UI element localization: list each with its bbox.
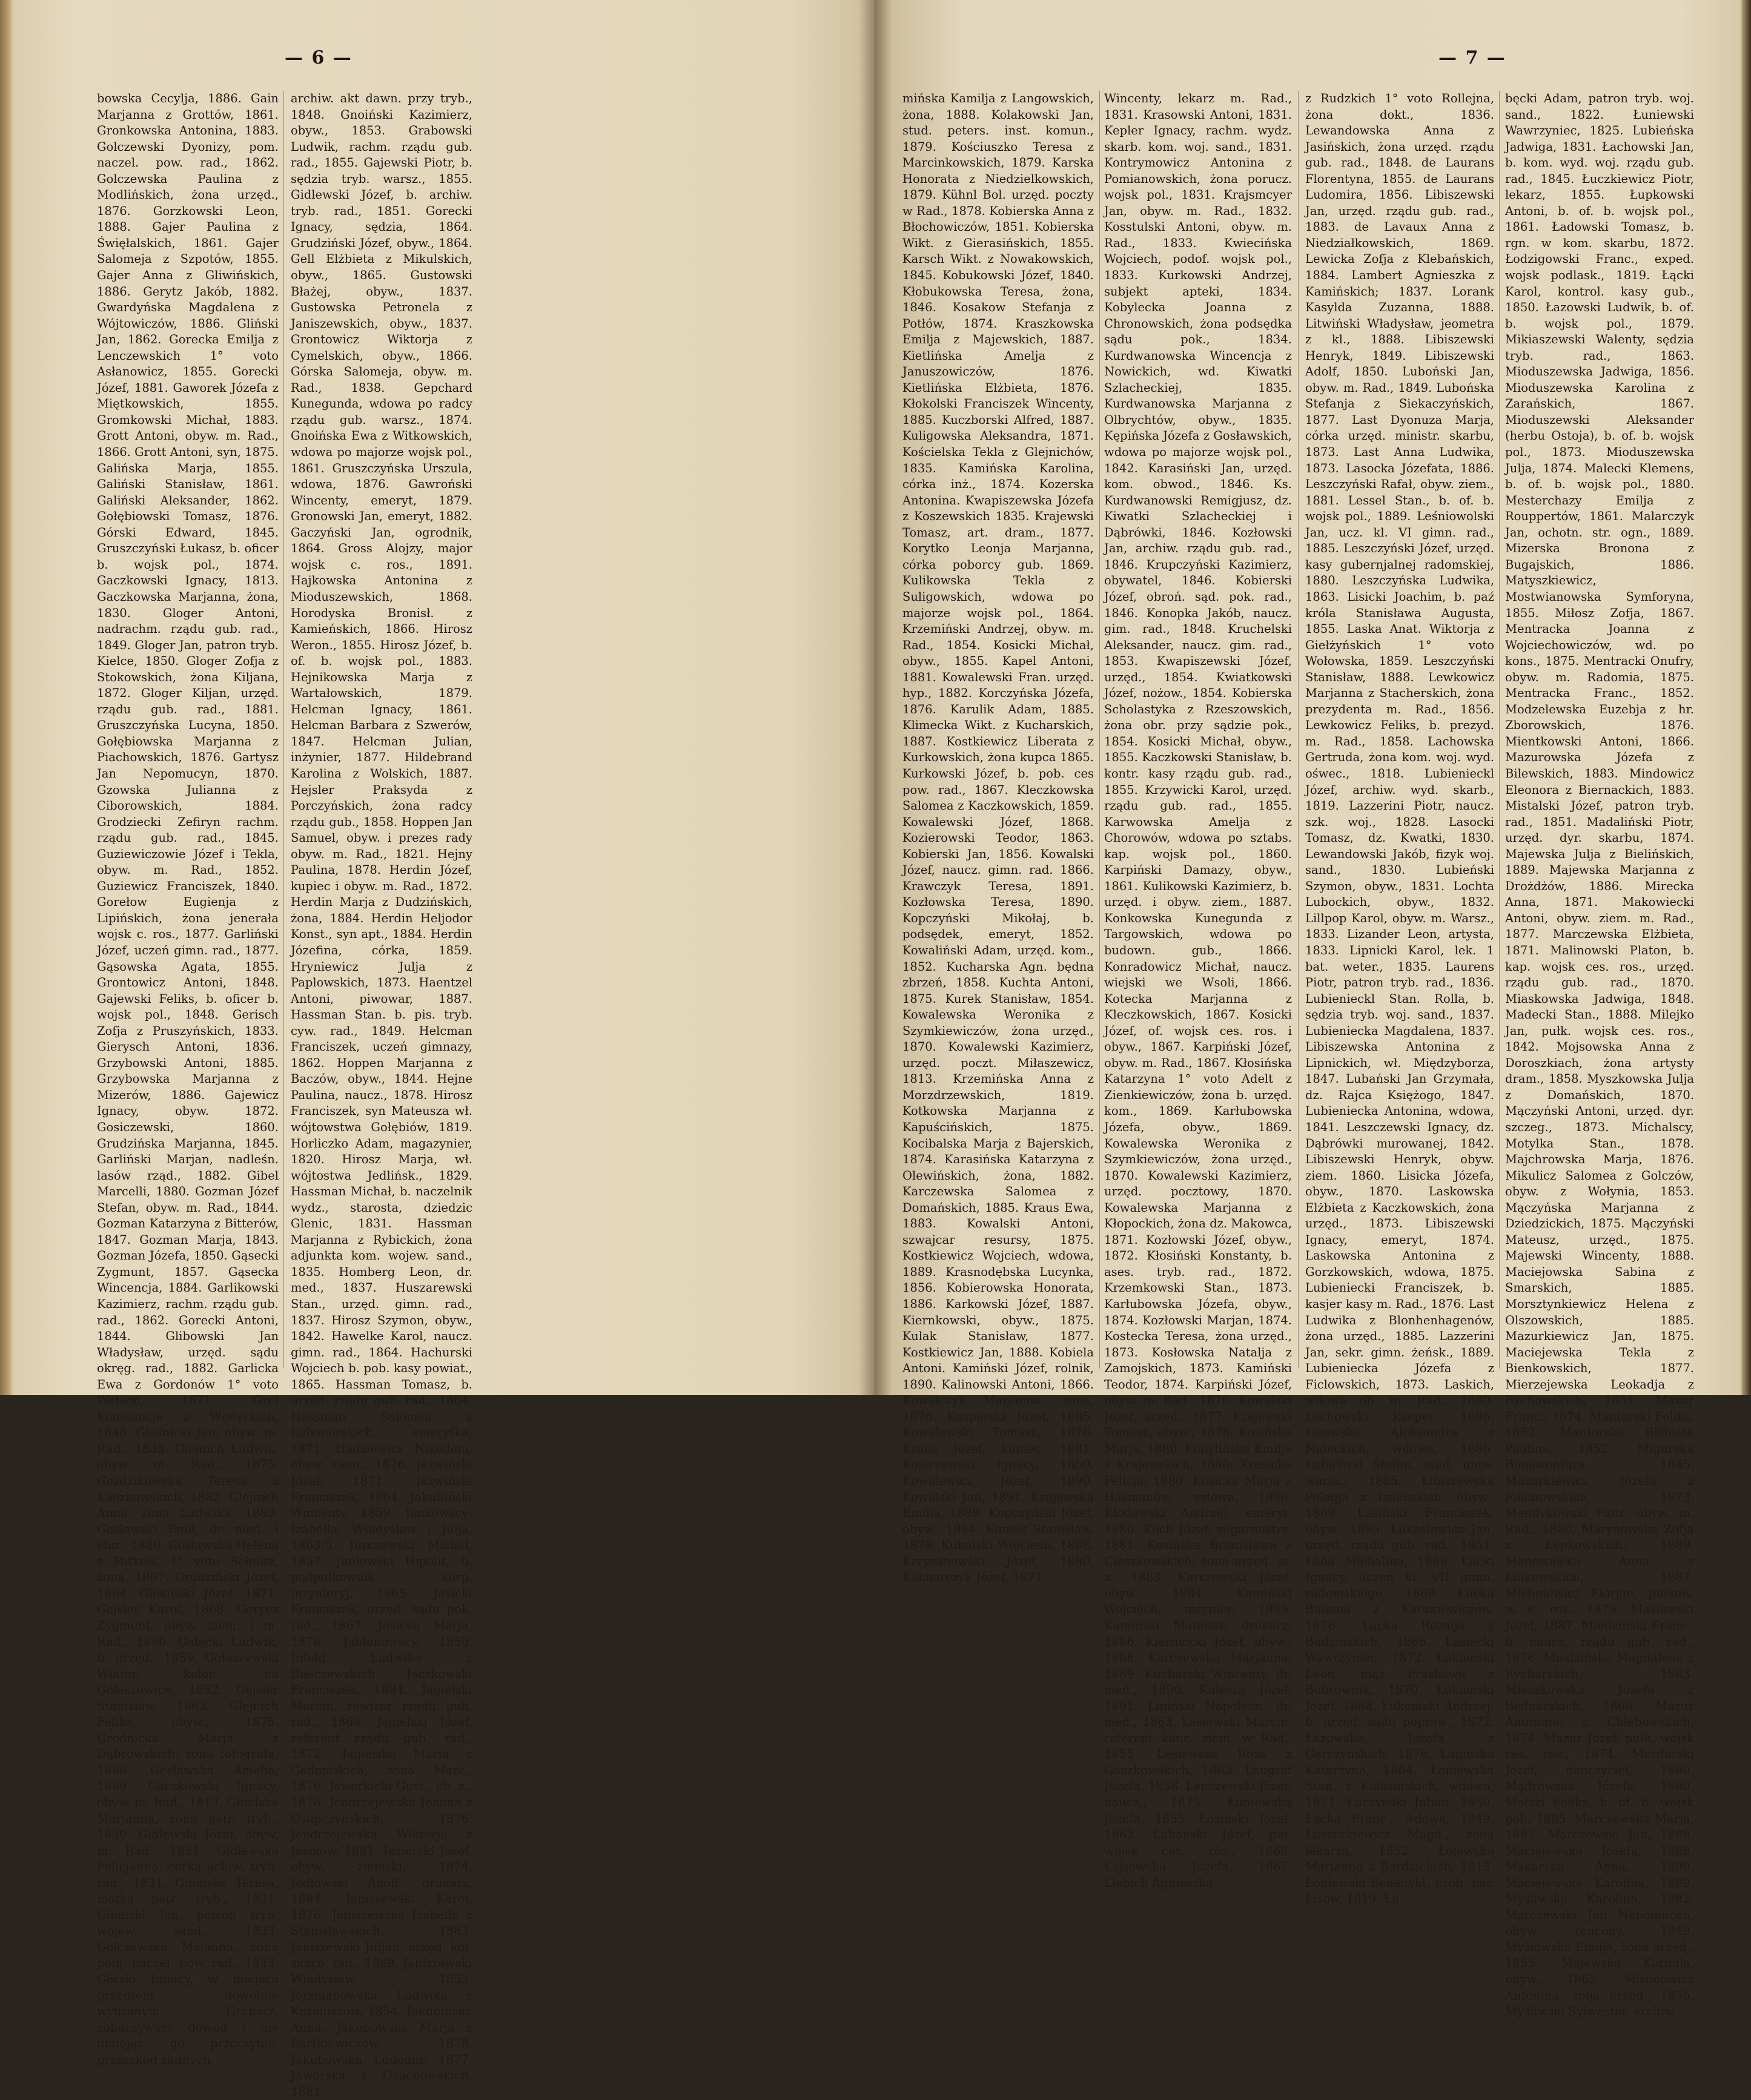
right-page-column-3 — [1305, 91, 1494, 1906]
left-page-column-1 — [97, 91, 279, 2067]
page-edge-shadow — [0, 0, 13, 1395]
column-text: bęcki Adam, patron tryb. woj. sand., 1822. Łuniewski Wawrzyniec, 1825. Lubieńska Jadwiga, 1831. Łachowski Jan, b. kom. wyd. woj. rządu gub. rad., 1845. Łuczkiewicz Piotr, lekarz, 1855. Łupkowski Antoni, b. of. b. wojsk pol., 1861. Ładowski Tomasz, b. rgn. w kom. skarbu, 1872. Łodzigowski Franc., exped. wojsk podlask., 1819. Łącki Karol, kontrol. kasy gub., 1850. Łazowski Ludwik, b. of. b. wojsk pol., 1879. Mikiaszewski Walenty, sędzia tryb. rad., 1863. Mioduszewska Jadwiga, 1856. Mioduszewska Karolina z Zarańskich, 1867. Mioduszewski Aleksander (herbu Ostoja), b. of. b. wojsk pol., 1873. Mioduszewska Julja, 1874. Malecki Klemens, b. of. b. wojsk pol., 1880. Mesterchazy Emilja z Rouppertów, 1861. Malarczyk Jan, ochotn. str. ogn., 1889. Mizerska Bronona z Bugajskich, 1886. Matyszkiewicz, Mostwianowska Symforyna, 1855. Miłosz Zofja, 1867. Mentracka Joanna z Wojciechowiczów, wd. po kons., 1875. Mentracki Onufry, obyw. m. Radomia, 1875. Mentracka Franc., 1852. Modzelewska Euzebja z hr. Zborowskich, 1876. Mientkowski Antoni, 1866. Mazurowska Józefa z Bilewskich, 1883. Mindowicz Eleonora z Biernackich, 1883. Mistalski Józef, patron tryb. rad., 1851. Madaliński Piotr, urzęd. dyr. skarbu, 1874. Majewska Julja z Bielińskich, 1889. Majewska Marjanna z Drożdżów, 1886. Mirecka Anna, 1871. Makowiecki Antoni, obyw. ziem. m. Rad., 1877. Marczewska Elżbieta, 1871. Malinowski Platon, b. kap. wojsk ces. ros., urzęd. rządu gub. rad., 1870. Miaskowska Jadwiga, 1848. Madecki Stan., 1888. Milejko Jan, pułk. wojsk ces. ros., 1842. Mojsowska Anna z Doroszkiach, żona artysty dram., 1858. Myszkowska Julja z Domańskich, 1870. Mączyński Antoni, urzęd. dyr. szczeg., 1873. Michalscy, Motylka Stan., 1878. Majchrowska Marja, 1876. Mikulicz Salomea z Golczów, obyw. z Wołynia, 1853. Mączyńska Marjanna z Dziedzickich, 1875. Mączyński Mateusz, urzęd., 1875. Majewski Wincenty, 1888. Maciejowska Sabina z Smarskich, 1885. Morsztynkiewicz Helena z Olszowskich, 1885. Mazurkiewicz Jan, 1875. Maciejewska Tekla z Bienkowskich, 1877. Mierzejewska Leokadja z Bychowskich, 1851. Mazur Franc., 1874. Mantorski Feliks, 1852. Mantorska Elżbieta Paulina, 1852. Migurska Bonawentura, 1845. Mazurkiewicz Józefa z Filichowskich, 1873. Mendykowski Piotr, obyw. m. Rad., 1880. Marynowska Zofja z Łępkowskich, 1889. Manowiecka Anna z Łinkowskich, 1887. Michniewicz Florjan, pułkow. w. c. ros., 1879. Masłowski Józef, 1887. Miedziński Franc., b. naucz. rządu gub. rad., 1876. Miedzińska Magdalena z Rycharskich, 1883. Mieszkowska Józefa z Bednarskich, 1868. Mazur Antonina, z Chlebowskich, 1874. Mazur Józef, pułk. wojsk ces. ros., 1874. Mordarski Józef, nauczyciel, 1880. Mądrowska Józefa, 1880. Molski Feliks, b. of. b. wojsk pol., 1885. Marczewska Marja, 1887. Marczewski Jan, 1888. Maciejewska Józefa, 1888. Makarska Anna, 1890. Maciejewska Karolina, 1889. Myśliwska Karolina, 1882. Marczewski Jan Nepomucen, obyw. rencony, 1849. Mysłowska Emilja, żona urzęd., 1855. Majewska Kordula, obyw., 1862. Mironowicz Antonina, żona urzęd., 1856. Myśliwski Sylwester, archiw. — [1505, 91, 1694, 2019]
left-page-number: — 6 — — [285, 47, 353, 68]
right-page — [875, 0, 1751, 2019]
right-page-number: — 7 — — [1438, 47, 1506, 68]
left-page — [0, 0, 875, 2099]
right-page-column-1 — [902, 91, 1094, 1585]
column-rule — [283, 91, 284, 1369]
column-text: z Rudzkich 1° voto Rollejna, żona dokt., 1836. Lewandowska Anna z Jasińskich, żona urzęd. rządu gub. rad., 1848. de Laurans Florentyna, 1855. de Laurans Ludomira, 1856. Libiszewski Jan, urzęd. rządu gub. rad., 1883. de Lavaux Anna z Niedziałkowskich, 1869. Lewicka Zofja z Klebańskich, 1884. Lambert Agnieszka z Kamińskich; 1837. Lorank Kasylda Zuzanna, 1888. Litwiński Władysław, jeometra z kl., 1888. Libiszewski Henryk, 1849. Libiszewski Adolf, 1850. Luboński Jan, obyw. m. Rad., 1849. Lubońska Stefanja z Siekaczyńskich, 1877. Last Dyonuza Marja, córka urzęd. ministr. skarbu, 1873. Last Anna Ludwika, 1873. Lasocka Józefata, 1886. Leszczyński Rafał, obyw. ziem., 1881. Lessel Stan., b. of. b. wojsk pol., 1889. Leśniowolski Jan, ucz. kl. VI gimn. rad., 1885. Leszczyński Józef, urzęd. kasy gubernjalnej radomskiej, 1880. Leszczyńska Ludwika, 1863. Lisicki Joachim, b. paź króla Stanisława Augusta, 1855. Laska Anat. Wiktorja z Giełżyńskich 1° voto Wołowska, 1859. Leszczyński Stanisław, 1888. Lewkowicz Marjanna z Stacherskich, żona prezydenta m. Rad., 1856. Lewkowicz Feliks, b. prezyd. m. Rad., 1858. Lachowska Gertruda, żona kom. woj. wyd. ośwec., 1818. Lubienieckl Józef, archiw. wyd. skarb., 1819. Lazzerini Piotr, naucz. szk. woj., 1828. Lasocki Tomasz, dz. Kwatki, 1830. Lewandowski Jakób, fizyk woj. sand., 1830. Lubieński Szymon, obyw., 1831. Lochta Lubockich, obyw., 1832. Lillpop Karol, obyw. m. Warsz., 1833. Lizander Leon, artysta, 1833. Lipnicki Karol, lek. 1 bat. weter., 1835. Laurens Piotr, patron tryb. rad., 1836. Lubienieckl Stan. Rolla, b. sędzia tryb. woj. sand., 1837. Lubieniecka Magdalena, 1837. Libiszewska Antonina z Lipnickich, wł. Międzyborza, 1847. Lubański Jan Grzymała, dz. Rajca Księżogo, 1847. Lubieniecka Antonina, wdowa, 1841. Leszczewski Ignacy, dz. Dąbrówki murowanej, 1842. Libiszewski Henryk, obyw. ziem. 1860. Lisicka Józefa, obyw., 1870. Laskowska Elżbieta z Kaczkowskich, żona urzęd., 1873. Libiszewski Ignacy, emeryt, 1874. Laskowska Antonina z Gorzkowskich, wdowa, 1875. Lubieniecki Franciszek, b. kasjer kasy m. Rad., 1876. Last Ludwika z Blonhenhagenów, żona urzęd., 1885. Lazzerini Jan, sekr. gimn. żeńsk., 1889. Lubieniecka Józefa z Ficlowskich, 1873. Laskich, wdowa ob. m. Rad., 1880. Lechowski Kacper, 1886. Lisowska Aleksandra z Nideckich, wdowa, 1886. Lubicński Stefan, stud. uniw. warsz., 1885. Libiszewska Pelagja z Izdebskich, obyw., 1869. Lasiński Franciszek, obyw., 1885. Łukasiewicz Jan, urzęd. rządu gub. rad., 1851. Łada Michalina, 1889. Łucki Ignacy, uczeń kl. VII gimn. radomskiego, 1869. Łucka Balbina z Kaczkiewiczów, 1876. Łącka Rozalja z Budzińskich, 1866. Łasiecki Wawrzyniec, 1872. Łukomski Leon, mąż Praskowji z Bobrownik, 1870. Łukomski Józef, 1868. Łukomski Andrzej, b. urzęd. sądu popraw., 1872. Łazowska Józefa z Garczyńskich, 1876. Łapińska Katarzyna, 1864. Łoniewska Stan. z Kolasińskich, wdowa, 1871. Łuczyński Julian, 1850. Łącka Franc., wdowa, 1849. Łuszczkiewicz Magd., żona lekarza, 1852. Łojewska Marjanna z Bardzickich, 1813. Łoniewski Benedykt, prob. par. Lisów, 1819. Łu- — [1305, 91, 1494, 1906]
column-text: bowska Cecylja, 1886. Gain Marjanna z Grottów, 1861. Gronkowska Antonina, 1883. Golczewski Dyonizy, pom. naczel. pow. rad., 1862. Golczewska Paulina z Modlińskich, żona urzęd., 1876. Gorzkowski Leon, 1888. Gajer Paulina z Święłalskich, 1861. Gajer Salomeja z Szpotów, 1855. Gajer Anna z Gliwińskich, 1886. Gerytz Jakób, 1882. Gwardyńska Magdalena z Wójtowiczów, 1886. Gliński Jan, 1862. Gorecka Emilja z Lenczewskich 1° voto Asłanowicz, 1855. Gorecki Józef, 1881. Gaworek Józefa z Miętkowskich, 1855. Gromkowski Michał, 1883. Grott Antoni, obyw. m. Rad., 1866. Grott Antoni, syn, 1875. Galińska Marja, 1855. Galiński Stanisław, 1861. Galiński Aleksander, 1862. Gołębiowski Tomasz, 1876. Górski Edward, 1845. Gruszczyński Łukasz, b. oficer b. wojsk pol., 1874. Gaczkowski Ignacy, 1813. Gaczkowska Marjanna, żona, 1830. Gloger Antoni, nadrachm. rządu gub. rad., 1849. Gloger Jan, patron tryb. Kielce, 1850. Gloger Zofja z Stokowskich, żona Kiljana, 1872. Gloger Kiljan, urzęd. rządu gub. rad., 1881. Gruszczyńska Lucyna, 1850. Gołębiowska Marjanna z Piachowskich, 1876. Gartysz Jan Nepomucyn, 1870. Gzowska Julianna z Ciborowskich, 1884. Grodziecki Zefiryn rachm. rządu gub. rad., 1845. Guziewiczowie Józef i Tekla, obyw. m. Rad., 1852. Guziewicz Franciszek, 1840. Gorełow Eugienja z Lipińskich, żona jenerała wojsk c. ros., 1877. Garliński Józef, uczeń gimn. rad., 1877. Gąsowska Agata, 1855. Grontowicz Antoni, 1848. Gajewski Feliks, b. oficer b. wojsk pol., 1848. Gerisch Zofja z Pruszyńskich, 1833. Gierysch Antoni, 1836. Grzybowski Antoni, 1885. Grzybowska Marjanna z Mizerów, 1886. Gajewicz Ignacy, obyw. 1872. Gosiczewski, 1860. Grudzińska Marjanna, 1845. Garliński Marjan, nadleśn. lasów rząd., 1882. Gibel Marcelli, 1880. Gozman Józef Stefan, obyw. m. Rad., 1844. Gozman Katarzyna z Bitterów, 1847. Gozman Marja, 1843. Gozman Józefa, 1850. Gąsecki Zygmunt, 1857. Gąsecka Wincencja, 1884. Garlikowski Kazimierz, rachm. rządu gub. rad., 1862. Gorecki Antoni, 1844. Glibowski Jan Władysław, urzęd. sądu okręg. rad., 1882. Garlicka Ewa z Gordonów 1° voto Watson, 1871. Gzel Konstancja z Wędyckich, 1848. Gleśnicki Jan, obyw. m. Rad., 1833. Glejnich Ludwik, obyw. m. Rad., 1875. Goździkowska Teresa z Kaczkowskich, 1882. Glejnich Anna, żona Ludwika, 1883. Gosławski Emil, dr. med. i chir., 1880. Gosławska Helena z Patków, 1° voto Schultz, żona, 1867. Grudziński Józef, 1864. Gliwiński Józef, 1871. Gejsler Karol, 1868. Geryez Zygmunt, obyw. ziem. i m. Rad., 1890. Gałecki Ludwik, b. urzęd., 1859. Gołaszewski Wiktor, kolon. na Gołaszowice, 1852. Gejsler Stanisław, 1863. Glejnich Feliks, obyw., 1875. Grodnicka Marja z Dąbrowskich, żona fotografa, 1888. Gosławska Amelja, 1889. Gaczkowski Ignacy, obyw. m. Rad., 1813. Ginalska Marjanna, żona patr. tryb., 1830. Gidlewski Józef, obyw. m. Rad., 1831. Gidlewska Felicjanna, córka achiw. tryb. rad., 1831. Ginalska Teresa, matka patr. tryb., 1831. Ginalski Jan, patron tryb. wojew. sand., 1833. Golczewska Majanna, żona pom. naczel. pow. rad., 1843. Górski Ignacy, w miejscu przedtem dowolnie wybranym. Grabarz, zobaczywszy dowód i nie umiejąc go przeczytać, przeszkód żadnych — [97, 91, 279, 2067]
column-rule — [1099, 91, 1100, 1369]
column-rule — [1298, 91, 1299, 1369]
right-page-column-4 — [1505, 91, 1694, 2019]
right-page-column-2 — [1104, 91, 1292, 1890]
book-gutter — [859, 0, 892, 1395]
column-text: Wincenty, lekarz m. Rad., 1831. Krasowski Antoni, 1831. Kepler Ignacy, rachm. wydz. skarb. kom. woj. sand., 1831. Kontrymowicz Antonina z Pomianowskich, żona porucz. wojsk pol., 1831. Krajsmcyer Jan, obyw. m. Rad., 1832. Kosstulski Antoni, obyw. m. Rad., 1833. Kwiecińska Wojciech, podof. wojsk pol., 1833. Kurkowski Andrzej, subjekt apteki, 1834. Kobylecka Joanna z Chronowskich, żona podsędka sądu pok., 1834. Kurdwanowska Wincencja z Nowickich, wd. Kiwatki Szlacheckiej, 1835. Kurdwanowska Marjanna z Olbrychtów, obyw., 1835. Kępińska Józefa z Gosławskich, wdowa po majorze wojsk pol., 1842. Karasiński Jan, urzęd. kom. obwod., 1846. Ks. Kurdwanowski Remigjusz, dz. Kiwatki Szlacheckiej i Dąbrówki, 1846. Kozłowski Jan, archiw. rządu gub. rad., 1846. Krupczyński Kazimierz, obywatel, 1846. Kobierski Józef, obroń. sąd. pok. rad., 1846. Konopka Jakób, naucz. gim. rad., 1848. Kruchelski Aleksander, naucz. gim. rad., 1853. Kwapiszewski Józef, urzęd., 1854. Kwiatkowski Józef, nożow., 1854. Kobierska Scholastyka z Rzeszowskich, żona obr. przy sądzie pok., 1854. Kosicki Michał, obyw., 1855. Kaczkowski Stanisław, b. kontr. kasy rządu gub. rad., 1855. Krzywicki Karol, urzęd. rządu gub. rad., 1855. Karwowska Amelja z Chorowów, wdowa po sztabs. kap. wojsk pol., 1860. Karpiński Damazy, obyw., 1861. Kulikowski Kazimierz, b. urzęd. i obyw. ziem., 1887. Konkowska Kunegunda z Targowskich, wdowa po budown. gub., 1866. Konradowicz Michał, naucz. wiejski we Wsoli, 1866. Kotecka Marjanna z Kleczkowskich, 1867. Kosicki Józef, of. wojsk ces. ros. i obyw., 1867. Karpiński Józef, obyw. m. Rad., 1867. Kłosińska Katarzyna 1° voto Adelt z Zienkiewiczów, żona b. urzęd. kom., 1869. Karłubowska Józefa, obyw., 1869. Kowalewska Weronika z Szymkiewiczów, żona urzęd., 1870. Kowalewski Kazimierz, urzęd. pocztowy, 1870. Kowalewska Marjanna z Kłopockich, żona dz. Makowca, 1871. Kozłowski Józef, obyw., 1872. Kłosiński Konstanty, b. ases. tryb. rad., 1872. Krzemkowski Stan., 1873. Karłubowska Józefa, obyw., 1874. Kozłowski Marjan, 1874. Kostecka Teresa, żona urzęd., 1873. Kosłowska Natalja z Zamojskich, 1873. Kamiński Teodor, 1874. Karpiński Józef, obyw. m. Rad., 1876. Kowalski Józef, urzęd., 1877. Krajewski Tomasz, obyw., 1878. Kosińska Marja, 1880. Kobylińska Emilja z Krajewskich, 1880. Krasicka Felicja, 1880. Kosicka Marja z Hasmanów, wdowa, 1880. Kłodawski Andrzej, emeryt, 1880. Koch Józef, zegarmistrz, 1881. Kosińska Bronisława z Cieszkowskich, żona urzęd. st. z., 1883. Karczewski Józef, obyw., 1884. Kamiński Wojciech, inżynier, 1885. Kamiński Mateusz, drukarz, 1886. Kierniccki Józef, obyw., 1888. Karczewska Marjanna, 1889. Kucharski Wincenty, dr. med., 1890. Kulesza Józef, 1891. Lipiński Napoleon, dr. med., 1863. Lasiewski Marcin, referent kanc. ziem. w Rad., 1855. Lesiewska Róża z Gaczkowskich, 1863. Laugraf Józefa, 1858. Lenczewski Józef, naucz., 1875. Łuniewska Józefa, 1855. Łoziński Józef, 1862. Lubański Józef, puł. wojsk ces. ros., 1868. Lajsowska Józefa, 1867. Liebich Agnieszka — [1104, 91, 1292, 1890]
column-rule — [1499, 91, 1500, 1369]
column-text: mińska Kamilja z Langowskich, żona, 1888. Kolakowski Jan, stud. peters. inst. komun., 1879. Kościuszko Teresa z Marcinkowskich, 1879. Karska Honorata z Niedzielkowskich, 1879. Kühnl Bol. urzęd. poczty w Rad., 1878. Kobierska Anna z Błochowiczów, 1851. Kobierska Wikt. z Gierasińskich, 1855. Karsch Wikt. z Nowakowskich, 1845. Kobukowski Józef, 1840. Kłobukowska Teresa, żona, 1846. Kosakow Stefanja z Potłów, 1874. Kraszkowska Emilja z Majewskich, 1887. Kietlińska Amelja z Januszowiczów, 1876. Kietlińska Elżbieta, 1876. Kłokolski Franciszek Wincenty, 1885. Kuczborski Alfred, 1887. Kuligowska Aleksandra, 1871. Kościelska Tekla z Glejnichów, 1835. Kamińska Karolina, córka inż., 1874. Kozerska Antonina. Kwapiszewska Józefa z Koszewskich 1835. Krajewski Tomasz, art. dram., 1877. Korytko Leonja Marjanna, córka poborcy gub. 1869. Kulikowska Tekla z Suligowskich, wdowa po majorze wojsk pol., 1864. Krzemiński Andrzej, obyw. m. Rad., 1854. Kosicki Michał, obyw., 1855. Kapel Antoni, 1881. Kowalewski Fran. urzęd. hyp., 1882. Korczyńska Józefa, 1876. Karulik Adam, 1885. Klimecka Wikt. z Kucharskich, 1887. Kostkiewicz Liberata z Kurkowskich, żona kupca 1865. Kurkowski Józef, b. pob. ces pow. rad., 1867. Kleczkowska Salomea z Kaczkowskich, 1859. Kowalewski Józef, 1868. Kozierowski Teodor, 1863. Kobierski Jan, 1856. Kowalski Józef, naucz. gimn. rad. 1866. Krawczyk Teresa, 1891. Kozłowska Teresa, 1890. Kopczyński Mikołaj, b. podsędek, emeryt, 1852. Kowaliński Adam, urzęd. kom., 1852. Kucharska Agn. będna zbrzeń, 1858. Kuchta Antoni, 1875. Kurek Stanisław, 1854. Kowalewska Weronika z Szymkiewiczów, żona urzęd., 1870. Kowalewski Kazimierz, urzęd. poczt. Miłaszewicz, 1813. Krzemińska Anna z Morzdrzewskich, 1819. Kotkowska Marjanna z Kapuścińskich, 1875. Kocibalska Marja z Bajerskich, 1874. Karasińska Katarzyna z Olewińskich, żona, 1882. Karczewska Salomea z Domańskich, 1885. Kraus Ewa, 1883. Kowalski Antoni, szwajcar resursy, 1875. Kostkiewicz Wojciech, wdowa, 1889. Krasnodębska Lucynka, 1856. Kobierowska Honorata, 1886. Karkowski Józef, 1887. Kiernkowski, obyw., 1875. Kulak Stanisław, 1877. Kostkiewicz Jan, 1888. Kobiela Antoni. Kamiński Józef, rolnik, 1890. Kalinowski Antoni, 1866. Kowalczyk Marjanna, żona, 1876. Kasperski Józef, 1885. Kowalewski Tomasz, 1878. Kraus Józef, kupiec, 1881. Kostrzewski Ignacy, 1850. Kowalewicz Józef, 1890. Kowalski Jan, 1891. Krajewska Emilja, 1889. Kopczyński Józef, obyw., 1884. Klimek Stanisław, 1878. Kubalski Wojciech, 1868. Krzyżanowski Józef, 1880. Kucharczyk Józef, 1871. — [902, 91, 1094, 1585]
column-text: archiw. akt dawn. przy tryb., 1848. Gnoiński Kazimierz, obyw., 1853. Grabowski Ludwik, rachm. rządu gub. rad., 1855. Gajewski Piotr, b. sędzia tryb. warsz., 1855. Gidlewski Józef, b. archiw. tryb. rad., 1851. Gorecki Ignacy, sędzia, 1864. Grudziński Józef, obyw., 1864. Gell Elżbieta z Mikulskich, obyw., 1865. Gustowski Błażej, obyw., 1837. Gustowska Petronela z Janiszewskich, obyw., 1837. Grontowicz Wiktorja z Cymelskich, obyw., 1866. Górska Salomeja, obyw. m. Rad., 1838. Gepchard Kunegunda, wdowa po radcy rządu gub. warsz., 1874. Gnoińska Ewa z Witkowskich, wdowa po majorze wojsk pol., 1861. Gruszczyńska Urszula, wdowa, 1876. Gawroński Wincenty, emeryt, 1879. Gronowski Jan, emeryt, 1882. Gaczyński Jan, ogrodnik, 1864. Gross Alojzy, major wojsk c. ros., 1891. Hajkowska Antonina z Mioduszewskich, 1868. Horodyska Bronisł. z Kamieńskich, 1866. Hirosz Weron., 1855. Hirosz Józef, b. of. b. wojsk pol., 1883. Hejnikowska Marja z Wartałowskich, 1879. Helcman Ignacy, 1861. Helcman Barbara z Szwerów, 1847. Helcman Julian, inżynier, 1877. Hildebrand Karolina z Wolskich, 1887. Hejsler Praksyda z Porczyńskich, żona radcy rządu gub., 1858. Hoppen Jan Samuel, obyw. i prezes rady obyw. m. Rad., 1821. Hejny Paulina, 1878. Herdin Józef, kupiec i obyw. m. Rad., 1872. Herdin Marja z Dudzińskich, żona, 1884. Herdin Heljodor Konst., syn apt., 1884. Herdin Józefina, córka, 1859. Hryniewicz Julja z Paplowskich, 1873. Haentzel Antoni, piwowar, 1887. Hassman Stan. b. pis. tryb. cyw. rad., 1849. Helcman Franciszek, uczeń gimnazy, 1862. Hoppen Marjanna z Baczów, obyw., 1844. Hejne Paulina, naucz., 1878. Hirosz Franciszek, syn Mateusza wł. wójtowstwa Gołębiów, 1819. Horliczko Adam, magazynier, 1820. Hirosz Marja, wł. wójtostwa Jedlińsk., 1829. Hassman Michał, b. naczelnik wydz., starosta, dziedzic Glenic, 1831. Hassman Marjanna z Rybickich, żona adjunkta kom. wojew. sand., 1835. Homberg Leon, dr. med., 1837. Huszarewski Stan., urzęd. gimn. rad., 1837. Hirosz Szymon, obyw., 1842. Hawelke Karol, naucz. gimn. rad., 1864. Hachurski Wojciech b. pob. kasy powiat., 1865. Hassman Tomasz, b. urzęd. rządu gub. rad., 1864. Hassman Salomea z Lubomirskich, emerytka, 1871. Hadziewicz Nikodem, obyw. ziem., 1876. Jaźwiński Józef, 1871. Jaźwiński Franciszek, 1864. Jakubiński Wincenty, 1859. Jankowscy: Izabella, Władysław i Julja, 1863/5. Jurczewski Michał, 1857. Juniewski Hipolit, b. podpułkownik korp. inżynieryj, 1865. Jasicki Franciszek, urzęd. sądu pok. rad., 1867. Jasicka Marja, 1878. Jabłonowscy, 1850. Infeld Ludwika z Bielczewskich. Jaczkowski Franciszek, 1884. Jagielski Marcin, rewizor rządu gub. rad., 1868. Jagielski Józef, referent rządu gub. rad., 1872. Jagielska Marja z Gadomskich, żona Marc., 1876. Jaworkicki Gust., ob. z., 1878. Jendrzejewska Joanna z Osupczyńskich, 1876. Jendrzejewska Wiktorja z Jasików, 1881. Jezierski Józef, obyw. ziemski, 1874. Jodłowski Adolf, drukarz, 1884. Janiszewski Karol, 1876. Janiszewska Izabella z Stanisławskich, 1883. Janiszewski Juljan, urzęd. kol. skarb. rad., 1889. Janiszewski Władysław, 1853. Jerzmanowska Ludwika z Kurejuszów, 1854. Jakubińska Anna, Jakubowska Marja z Bartkiewiczów, 1878. Jakubowska Ludomir, 1877. Jaworska z Osuchowskich, 1881. — [291, 91, 472, 2099]
left-page-column-2 — [291, 91, 472, 2099]
page-edge-shadow — [1740, 0, 1751, 1395]
